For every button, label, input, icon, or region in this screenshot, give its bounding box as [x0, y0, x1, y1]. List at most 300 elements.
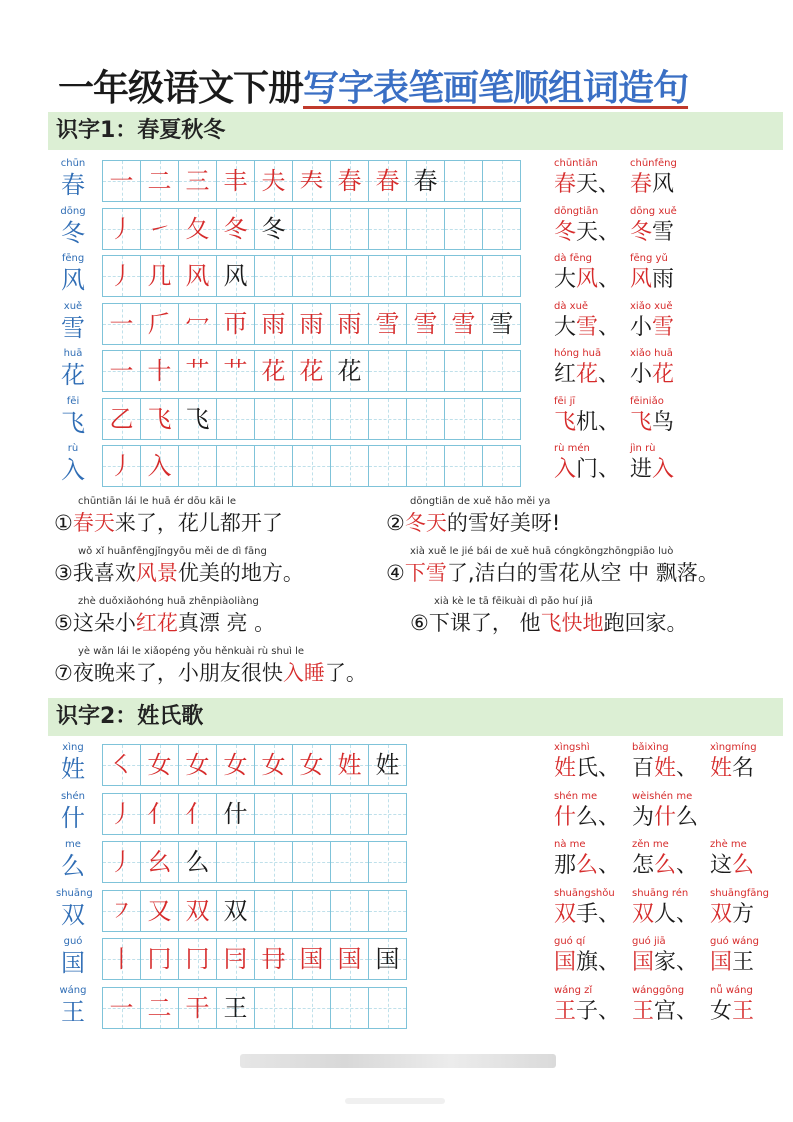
grid-cell	[407, 399, 445, 439]
word-highlight: 双	[710, 901, 733, 927]
sentence-part: 了,洁白的雪花从空 中 飘落。	[446, 561, 719, 585]
stroke-glyph: 一	[109, 167, 134, 195]
sentence-pinyin: zhè duǒxiǎohóng huā zhēnpiàoliàng	[78, 596, 259, 607]
word-group	[554, 443, 706, 485]
word-group	[554, 206, 706, 248]
word-highlight: 姓	[554, 756, 577, 781]
grid-cell	[217, 351, 255, 391]
title-highlight: 写字表笔画笔顺组词造句	[303, 68, 689, 109]
grid-cell	[103, 988, 141, 1028]
grid-cell	[331, 794, 369, 834]
stroke-glyph: 飞	[185, 404, 210, 433]
grid-cell	[217, 304, 255, 344]
word-line	[554, 265, 706, 295]
grid-cell	[293, 939, 331, 979]
grid-cell	[255, 351, 293, 391]
sentence-text	[54, 509, 283, 537]
word-text: 天、	[576, 219, 621, 245]
stroke-glyph: 什	[223, 799, 248, 828]
word-pinyin-line	[554, 348, 706, 360]
grid-cell	[141, 988, 179, 1028]
grid-cell	[483, 446, 521, 486]
stroke-glyph: 丿	[109, 799, 134, 828]
stroke-grid	[102, 445, 521, 487]
grid-cell	[293, 256, 331, 296]
word-group	[554, 839, 788, 881]
section-header-2: 识字2：姓氏歌	[48, 698, 783, 736]
stroke-grid	[102, 987, 407, 1029]
word	[630, 455, 706, 485]
word-text: 进	[630, 457, 653, 482]
grid-cell	[217, 256, 255, 296]
grid-cell	[445, 351, 483, 391]
word-highlight: 冬	[554, 219, 577, 245]
grid-cell	[331, 161, 369, 201]
sentence-highlight: 风景	[135, 561, 178, 585]
stroke-glyph: 𡗗	[299, 167, 324, 195]
word-line	[554, 360, 706, 390]
stroke-glyph: 么	[185, 848, 210, 876]
sentence-pinyin: yè wǎn lái le xiǎopéng yǒu hěnkuài rù shuì le	[78, 646, 305, 657]
grid-cell	[483, 209, 521, 249]
grid-cell	[217, 399, 255, 439]
grid-cell	[483, 351, 521, 391]
grid-cell	[217, 794, 255, 834]
stroke-grid	[102, 208, 521, 250]
sentence-text	[54, 659, 367, 687]
word-pinyin: dōngtiān	[554, 205, 599, 217]
stroke-glyph: 一	[109, 309, 134, 338]
word	[554, 754, 632, 784]
word-highlight: 雪	[576, 314, 599, 340]
grid-cell	[369, 304, 407, 344]
stroke-grid	[102, 938, 407, 980]
grid-cell	[179, 794, 217, 834]
char-lead	[56, 253, 90, 295]
grid-cell	[255, 745, 293, 785]
stroke-grid	[102, 398, 521, 440]
watermark-blur	[240, 1054, 556, 1068]
char-pinyin: me	[65, 839, 81, 850]
stroke-glyph: 女	[299, 751, 324, 779]
grid-cell	[369, 988, 407, 1028]
word-text: 大	[554, 314, 577, 340]
word-pinyin: xìngshì	[554, 742, 590, 753]
word-line	[554, 313, 706, 343]
grid-cell	[179, 891, 217, 931]
sentence-text	[386, 509, 560, 537]
stroke-glyph: ㇛	[109, 751, 134, 779]
stroke-glyph: 雨	[299, 309, 324, 338]
grid-cell	[141, 891, 179, 931]
grid-cell	[483, 256, 521, 296]
char-pinyin: chūn	[60, 158, 86, 169]
char-lead	[56, 887, 93, 930]
word-text: 、	[598, 362, 621, 387]
word-highlight: 国	[632, 950, 655, 975]
grid-cell	[103, 304, 141, 344]
grid-cell	[255, 209, 293, 249]
sentence-pinyin: chūntiān lái le huā ér dōu kāi le	[78, 496, 237, 507]
stroke-glyph: 一	[109, 993, 134, 1022]
page-title	[58, 60, 688, 108]
word-highlight: 风	[576, 267, 599, 292]
char-lead	[56, 158, 90, 200]
word	[554, 803, 632, 833]
word	[632, 997, 710, 1027]
word-text: 、	[598, 267, 621, 292]
stroke-glyph: 冂	[147, 945, 172, 973]
char-main: 双	[61, 900, 85, 929]
grid-cell	[293, 988, 331, 1028]
sentence-highlight: 红花	[135, 611, 178, 635]
stroke-glyph: 雨	[261, 309, 286, 338]
grid-cell	[331, 399, 369, 439]
char-main: 姓	[61, 755, 85, 783]
sentence-text	[54, 609, 275, 637]
word	[632, 851, 710, 881]
grid-cell	[141, 745, 179, 785]
word-text: 、	[598, 853, 621, 878]
char-main: 么	[61, 852, 85, 880]
grid-cell	[331, 256, 369, 296]
word-highlight: 王	[554, 998, 577, 1024]
stroke-grid	[102, 841, 407, 883]
stroke-glyph: 亻	[147, 799, 172, 828]
stroke-glyph: 二	[147, 167, 172, 195]
stroke-glyph: 夫	[261, 167, 286, 195]
word-pinyin: wánggōng	[632, 984, 685, 996]
stroke-glyph: 艹	[185, 357, 210, 385]
section-header-1: 识字1：春夏秋冬	[48, 112, 783, 150]
stroke-glyph: 乙	[109, 404, 134, 433]
sentence-text	[386, 559, 719, 587]
sentence	[386, 546, 719, 587]
char-lead	[56, 791, 90, 833]
grid-cell	[217, 988, 255, 1028]
word	[554, 265, 630, 295]
word	[630, 313, 706, 343]
word-text: 宫、	[654, 998, 699, 1024]
word-pinyin: shuāng rén	[632, 887, 689, 899]
grid-cell	[445, 399, 483, 439]
stroke-glyph: 冃	[223, 945, 248, 973]
word-line	[554, 997, 788, 1027]
grid-cell	[179, 988, 217, 1028]
word-line	[554, 455, 706, 485]
stroke-glyph: 春	[375, 167, 400, 195]
word	[630, 265, 706, 295]
sentence-pinyin: xià xuě le jié bái de xuě huā cóngkōngzhōngpiāo luò	[410, 546, 674, 557]
grid-cell	[293, 351, 331, 391]
char-lead	[56, 443, 90, 485]
grid-cell	[141, 256, 179, 296]
stroke-glyph: 丨	[109, 945, 134, 973]
stroke-glyph: 雨	[337, 309, 362, 338]
stroke-glyph: 双	[223, 896, 248, 925]
grid-cell	[141, 209, 179, 249]
grid-cell	[103, 399, 141, 439]
grid-cell	[293, 794, 331, 834]
word	[630, 408, 706, 438]
stroke-grid	[102, 350, 521, 392]
sentence	[410, 596, 688, 637]
stroke-glyph: 冬	[261, 214, 286, 243]
word-pinyin-line	[554, 839, 788, 851]
word-text: 雪	[652, 219, 675, 245]
word-highlight: 雪	[652, 314, 675, 340]
word-highlight: 姓	[710, 756, 733, 781]
word-pinyin: shén me	[554, 790, 598, 802]
stroke-glyph: 二	[147, 993, 172, 1022]
stroke-glyph: 风	[185, 262, 210, 290]
word-line	[554, 803, 710, 833]
word-pinyin: shuāngshǒu	[554, 887, 615, 899]
stroke-grid	[102, 793, 407, 835]
word-highlight: 国	[554, 950, 577, 975]
grid-cell	[293, 399, 331, 439]
word	[630, 360, 706, 390]
stroke-glyph: ㇇	[109, 896, 134, 925]
word-pinyin-line	[554, 791, 710, 803]
char-lead	[56, 936, 90, 978]
word-highlight: 冬	[630, 219, 653, 245]
grid-cell	[255, 891, 293, 931]
stroke-glyph: 花	[299, 357, 324, 385]
word-group	[554, 888, 788, 930]
sentence	[54, 496, 283, 537]
grid-cell	[255, 304, 293, 344]
word	[632, 900, 710, 930]
char-main: 王	[61, 997, 85, 1026]
word	[630, 170, 706, 200]
word	[632, 948, 710, 978]
grid-cell	[179, 399, 217, 439]
word-pinyin: fēng yǔ	[630, 253, 668, 264]
word-highlight: 飞	[630, 409, 653, 435]
grid-cell	[179, 304, 217, 344]
char-main: 花	[61, 361, 85, 389]
char-pinyin: guó	[63, 936, 83, 947]
grid-cell	[483, 399, 521, 439]
stroke-glyph: 冄	[261, 945, 286, 973]
grid-cell	[331, 351, 369, 391]
grid-cell	[141, 939, 179, 979]
stroke-glyph: 帀	[223, 309, 248, 338]
char-lead	[56, 301, 90, 343]
word-pinyin-line	[554, 396, 706, 408]
word-text: 小	[630, 362, 653, 387]
grid-cell	[331, 939, 369, 979]
grid-cell	[369, 351, 407, 391]
grid-cell	[217, 842, 255, 882]
stroke-glyph: 女	[185, 751, 210, 779]
stroke-glyph: 姓	[337, 751, 362, 779]
stroke-glyph: 春	[413, 167, 438, 195]
word	[632, 803, 710, 833]
grid-cell	[331, 446, 369, 486]
word-group	[554, 985, 788, 1027]
word-text: 、	[676, 853, 699, 878]
word-pinyin: wáng zǐ	[554, 984, 593, 996]
word-pinyin: xiǎo xuě	[630, 300, 673, 312]
sentence-part: 来了，花儿都开了	[114, 511, 283, 535]
char-pinyin: xìng	[62, 742, 84, 753]
stroke-glyph: 丿	[109, 848, 134, 876]
grid-cell	[103, 446, 141, 486]
word-highlight: 什	[654, 804, 677, 830]
stroke-grid	[102, 255, 521, 297]
word-text: 小	[630, 314, 653, 340]
word-group	[554, 348, 706, 390]
word-pinyin: guó qí	[554, 936, 586, 947]
word-pinyin: fēiniǎo	[630, 395, 664, 407]
word-highlight: 么	[732, 853, 755, 878]
stroke-glyph: 丿	[109, 452, 134, 480]
word-text: 那	[554, 853, 577, 878]
char-main: 飞	[61, 408, 85, 437]
stroke-grid	[102, 160, 521, 202]
grid-cell	[293, 209, 331, 249]
grid-cell	[293, 446, 331, 486]
char-main: 冬	[61, 218, 85, 247]
word-highlight: 春	[630, 172, 653, 197]
grid-cell	[179, 842, 217, 882]
word	[554, 900, 632, 930]
stroke-glyph: 姓	[375, 751, 400, 779]
char-lead	[56, 985, 90, 1027]
stroke-glyph: 雪	[489, 309, 514, 338]
stroke-glyph: 双	[185, 896, 210, 925]
grid-cell	[141, 304, 179, 344]
word-pinyin-line	[554, 888, 788, 900]
stroke-glyph: 干	[185, 993, 210, 1022]
word-highlight: 姓	[654, 756, 677, 781]
word-highlight: 王	[732, 998, 755, 1024]
stroke-glyph: 雪	[413, 309, 438, 338]
word-pinyin: dōng xuě	[630, 205, 677, 217]
word-highlight: 花	[576, 362, 599, 387]
word-pinyin: nà me	[554, 839, 586, 850]
word-highlight: 飞	[554, 409, 577, 435]
word-text: 家、	[654, 950, 699, 975]
stroke-glyph: 𠂆	[147, 309, 172, 338]
word-text: 方	[732, 901, 755, 927]
word-pinyin-line	[554, 206, 706, 218]
word-line	[554, 948, 788, 978]
stroke-glyph: 国	[375, 945, 400, 973]
word-text: 手、	[576, 901, 621, 927]
grid-cell	[483, 161, 521, 201]
stroke-glyph: 艹	[223, 357, 248, 385]
stroke-glyph: 三	[185, 167, 210, 195]
word-pinyin: hóng huā	[554, 348, 602, 359]
word-highlight: 国	[710, 950, 733, 975]
stroke-glyph: 几	[147, 262, 172, 290]
word-highlight: 么	[654, 853, 677, 878]
grid-cell	[369, 209, 407, 249]
grid-cell	[407, 209, 445, 249]
word-group	[554, 791, 710, 833]
grid-cell	[293, 891, 331, 931]
grid-cell	[217, 891, 255, 931]
word-line	[554, 754, 788, 784]
word-pinyin: guó wáng	[710, 936, 759, 947]
grid-cell	[407, 351, 445, 391]
stroke-glyph: 又	[147, 896, 172, 925]
char-lead	[56, 348, 90, 390]
word-pinyin: chūntiān	[554, 158, 598, 169]
sentence-part: ③我喜欢	[54, 561, 136, 585]
grid-cell	[255, 794, 293, 834]
grid-cell	[141, 399, 179, 439]
char-lead	[56, 206, 90, 248]
title-main: 一年级语文下册	[58, 68, 304, 109]
grid-cell	[141, 446, 179, 486]
word-highlight: 王	[632, 998, 655, 1024]
stroke-glyph: 飞	[147, 404, 172, 433]
word-highlight: 么	[576, 853, 599, 878]
grid-cell	[445, 446, 483, 486]
grid-cell	[217, 939, 255, 979]
grid-cell	[179, 161, 217, 201]
stroke-glyph: 女	[223, 751, 248, 779]
word-pinyin-line	[554, 253, 706, 265]
char-pinyin: rù	[67, 443, 79, 454]
word-text: 氏、	[576, 756, 621, 781]
word	[710, 997, 788, 1027]
word	[554, 218, 630, 248]
grid-cell	[293, 842, 331, 882]
sentence-part: ⑥下课了， 他	[410, 611, 541, 635]
stroke-glyph: 雪	[451, 309, 476, 338]
grid-cell	[179, 745, 217, 785]
word	[710, 851, 788, 881]
char-pinyin: fēi	[66, 395, 80, 407]
grid-cell	[369, 745, 407, 785]
char-main: 春	[61, 171, 85, 199]
grid-cell	[445, 304, 483, 344]
word-pinyin: fēi jī	[554, 395, 576, 407]
stroke-glyph: 一	[109, 357, 134, 385]
stroke-grid	[102, 303, 521, 345]
grid-cell	[293, 745, 331, 785]
char-main: 国	[61, 949, 85, 977]
stroke-glyph: ㇀	[147, 214, 172, 243]
grid-cell	[217, 446, 255, 486]
grid-cell	[141, 794, 179, 834]
sentence-highlight: 入睡	[282, 661, 325, 685]
word-line	[554, 900, 788, 930]
word	[554, 851, 632, 881]
word	[710, 754, 788, 784]
stroke-glyph: 入	[147, 452, 172, 480]
word-line	[554, 170, 706, 200]
sentence-pinyin: wǒ xǐ huānfēngjǐngyōu měi de dì fāng	[78, 546, 267, 557]
word-text: 、	[676, 756, 699, 781]
grid-cell	[255, 842, 293, 882]
stroke-grid	[102, 890, 407, 932]
grid-cell	[331, 891, 369, 931]
stroke-glyph: 亻	[185, 799, 210, 828]
sentence-pinyin: xià kè le tā fēikuài dì pǎo huí jiā	[434, 596, 593, 607]
grid-cell	[369, 891, 407, 931]
grid-cell	[103, 794, 141, 834]
grid-cell	[255, 939, 293, 979]
word-pinyin: chūnfēng	[630, 158, 677, 169]
sentence-part: ②	[386, 511, 405, 535]
stroke-glyph: 夂	[185, 214, 210, 243]
